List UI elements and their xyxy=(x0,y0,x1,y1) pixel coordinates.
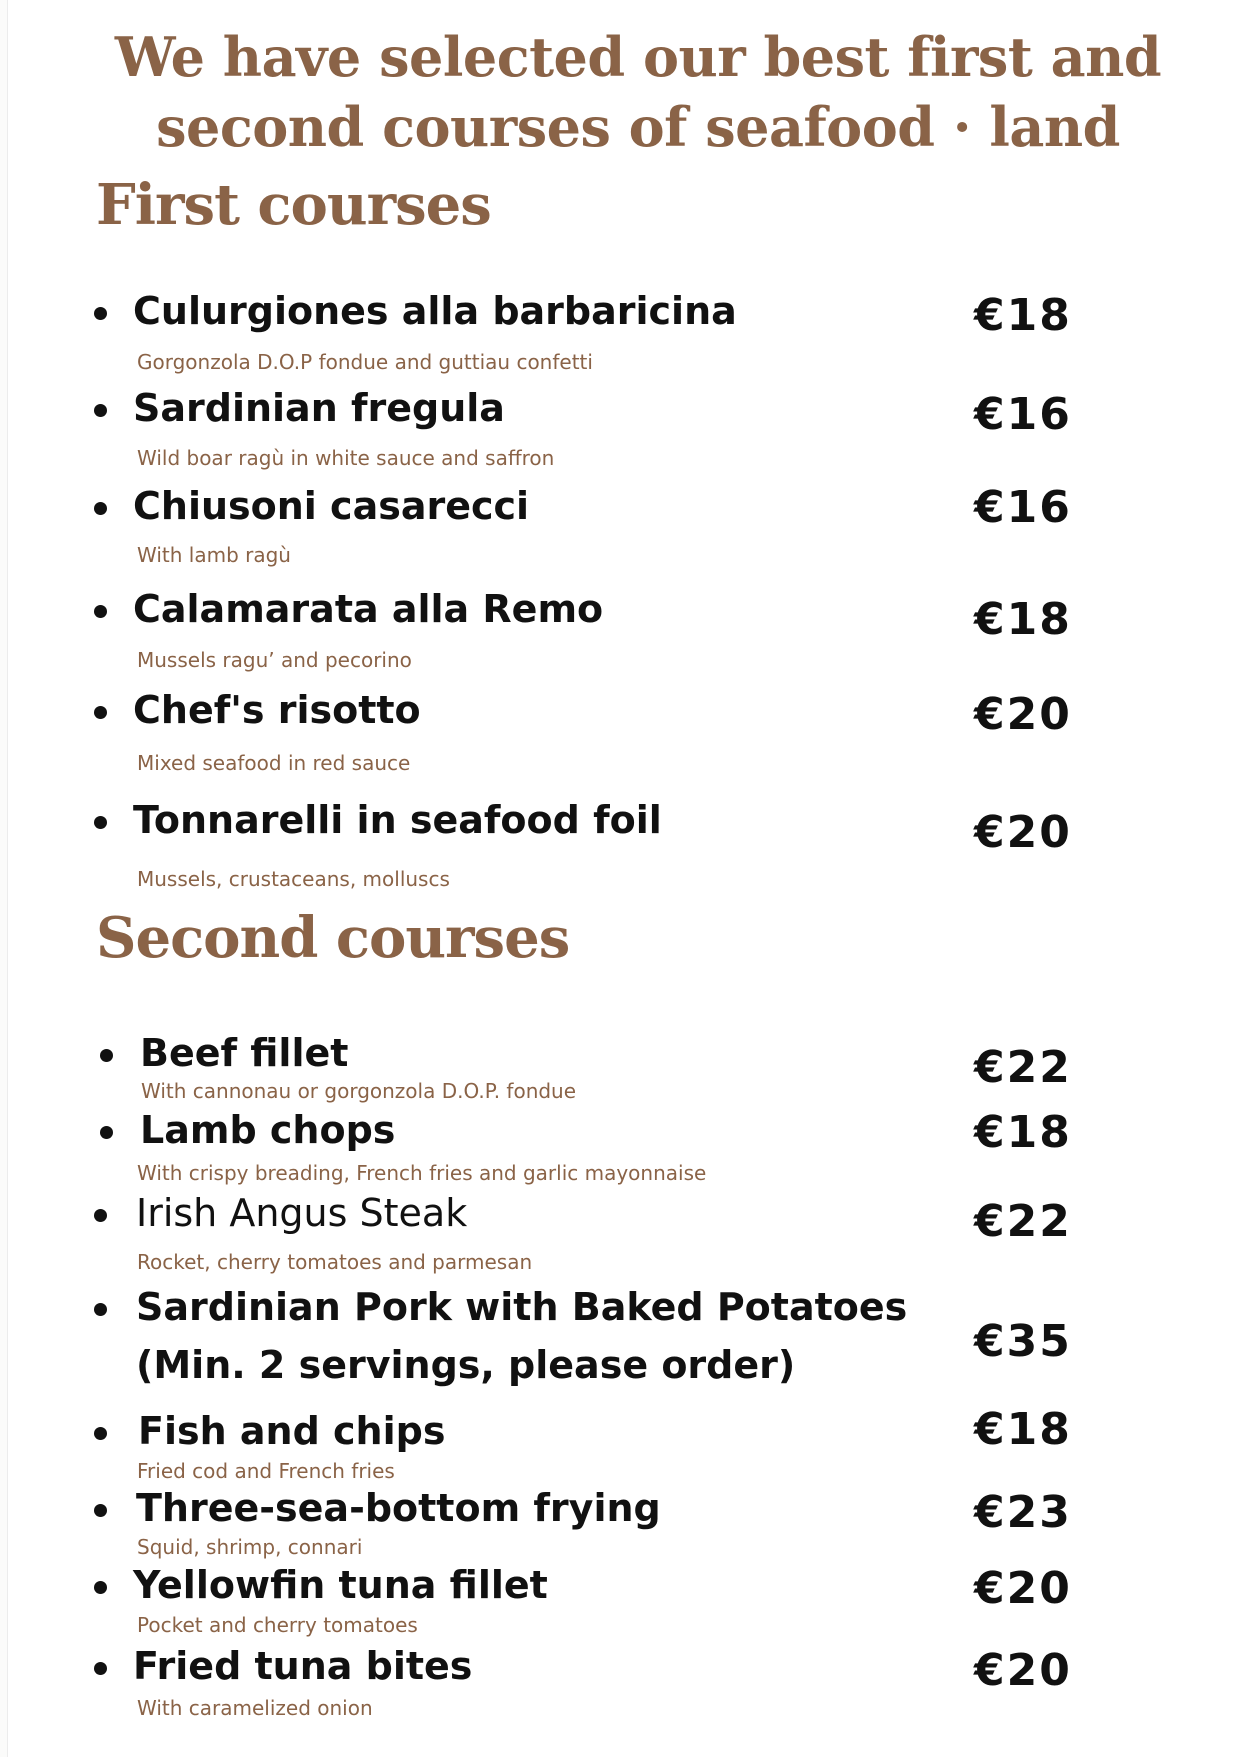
item-description: Pocket and cherry tomatoes xyxy=(137,1613,418,1637)
item-name: Sardinian Pork with Baked Potatoes xyxy=(136,1285,908,1329)
bullet-icon xyxy=(94,605,107,618)
bullet-icon xyxy=(94,1209,107,1222)
menu-page xyxy=(7,0,1259,1757)
item-price: €20 xyxy=(974,1563,1072,1614)
item-price: €18 xyxy=(974,594,1072,645)
item-description: With cannonau or gorgonzola D.O.P. fondue xyxy=(141,1079,577,1103)
bullet-icon xyxy=(94,307,107,320)
item-price: €18 xyxy=(974,1404,1072,1455)
bullet-icon xyxy=(94,404,107,417)
item-name: Fish and chips xyxy=(138,1409,446,1453)
item-price: €16 xyxy=(974,389,1072,440)
headline-line-2: second courses of seafood · land xyxy=(156,95,1120,159)
item-description: Mixed seafood in red sauce xyxy=(137,751,411,775)
item-price: €18 xyxy=(974,290,1072,341)
item-description: Mussels, crustaceans, molluscs xyxy=(137,867,450,891)
item-description: Gorgonzola D.O.P fondue and guttiau confetti xyxy=(137,350,593,374)
second-courses-title: Second courses xyxy=(96,905,570,971)
item-price: €22 xyxy=(974,1042,1072,1093)
item-description: With crispy breading, French fries and garlic mayonnaise xyxy=(137,1161,707,1185)
item-price: €23 xyxy=(974,1487,1072,1538)
item-price: €16 xyxy=(974,482,1072,533)
item-name: Culurgiones alla barbaricina xyxy=(133,289,737,333)
item-name: Calamarata alla Remo xyxy=(133,587,604,631)
item-price: €20 xyxy=(974,1645,1072,1696)
bullet-icon xyxy=(94,1427,107,1440)
item-description: Rocket, cherry tomatoes and parmesan xyxy=(137,1250,533,1274)
bullet-icon xyxy=(94,1303,107,1316)
item-name: Three-sea-bottom frying xyxy=(136,1486,661,1530)
bullet-icon xyxy=(94,1662,107,1675)
item-price: €20 xyxy=(974,689,1072,740)
item-name: Chef's risotto xyxy=(133,688,421,732)
item-description: Mussels ragu’ and pecorino xyxy=(137,648,412,672)
headline-line-1: We have selected our best first and xyxy=(114,25,1162,89)
item-name: Irish Angus Steak xyxy=(136,1191,468,1235)
item-name: Yellowfin tuna fillet xyxy=(133,1563,548,1607)
bullet-icon xyxy=(100,1126,113,1139)
item-price: €18 xyxy=(974,1107,1072,1158)
bullet-icon xyxy=(94,1504,107,1517)
item-description: Squid, shrimp, connari xyxy=(137,1535,363,1559)
bullet-icon xyxy=(100,1049,113,1062)
bullet-icon xyxy=(94,706,107,719)
item-name: Fried tuna bites xyxy=(133,1644,473,1688)
item-name-continuation: (Min. 2 servings, please order) xyxy=(136,1343,796,1387)
item-name: Beef fillet xyxy=(140,1031,349,1075)
bullet-icon xyxy=(94,816,107,829)
item-name: Chiusoni casarecci xyxy=(133,484,530,528)
item-price: €20 xyxy=(974,807,1072,858)
item-name: Lamb chops xyxy=(140,1108,396,1152)
bullet-icon xyxy=(94,502,107,515)
first-courses-title: First courses xyxy=(96,172,491,238)
item-description: With caramelized onion xyxy=(137,1696,373,1720)
item-name: Tonnarelli in seafood foil xyxy=(133,798,662,842)
item-price: €22 xyxy=(974,1196,1072,1247)
item-name: Sardinian fregula xyxy=(133,386,505,430)
item-description: With lamb ragù xyxy=(137,543,291,567)
item-description: Wild boar ragù in white sauce and saffron xyxy=(137,446,555,470)
bullet-icon xyxy=(94,1581,107,1594)
item-description: Fried cod and French fries xyxy=(137,1459,395,1483)
item-price: €35 xyxy=(974,1316,1072,1367)
menu-headline xyxy=(48,22,1228,162)
